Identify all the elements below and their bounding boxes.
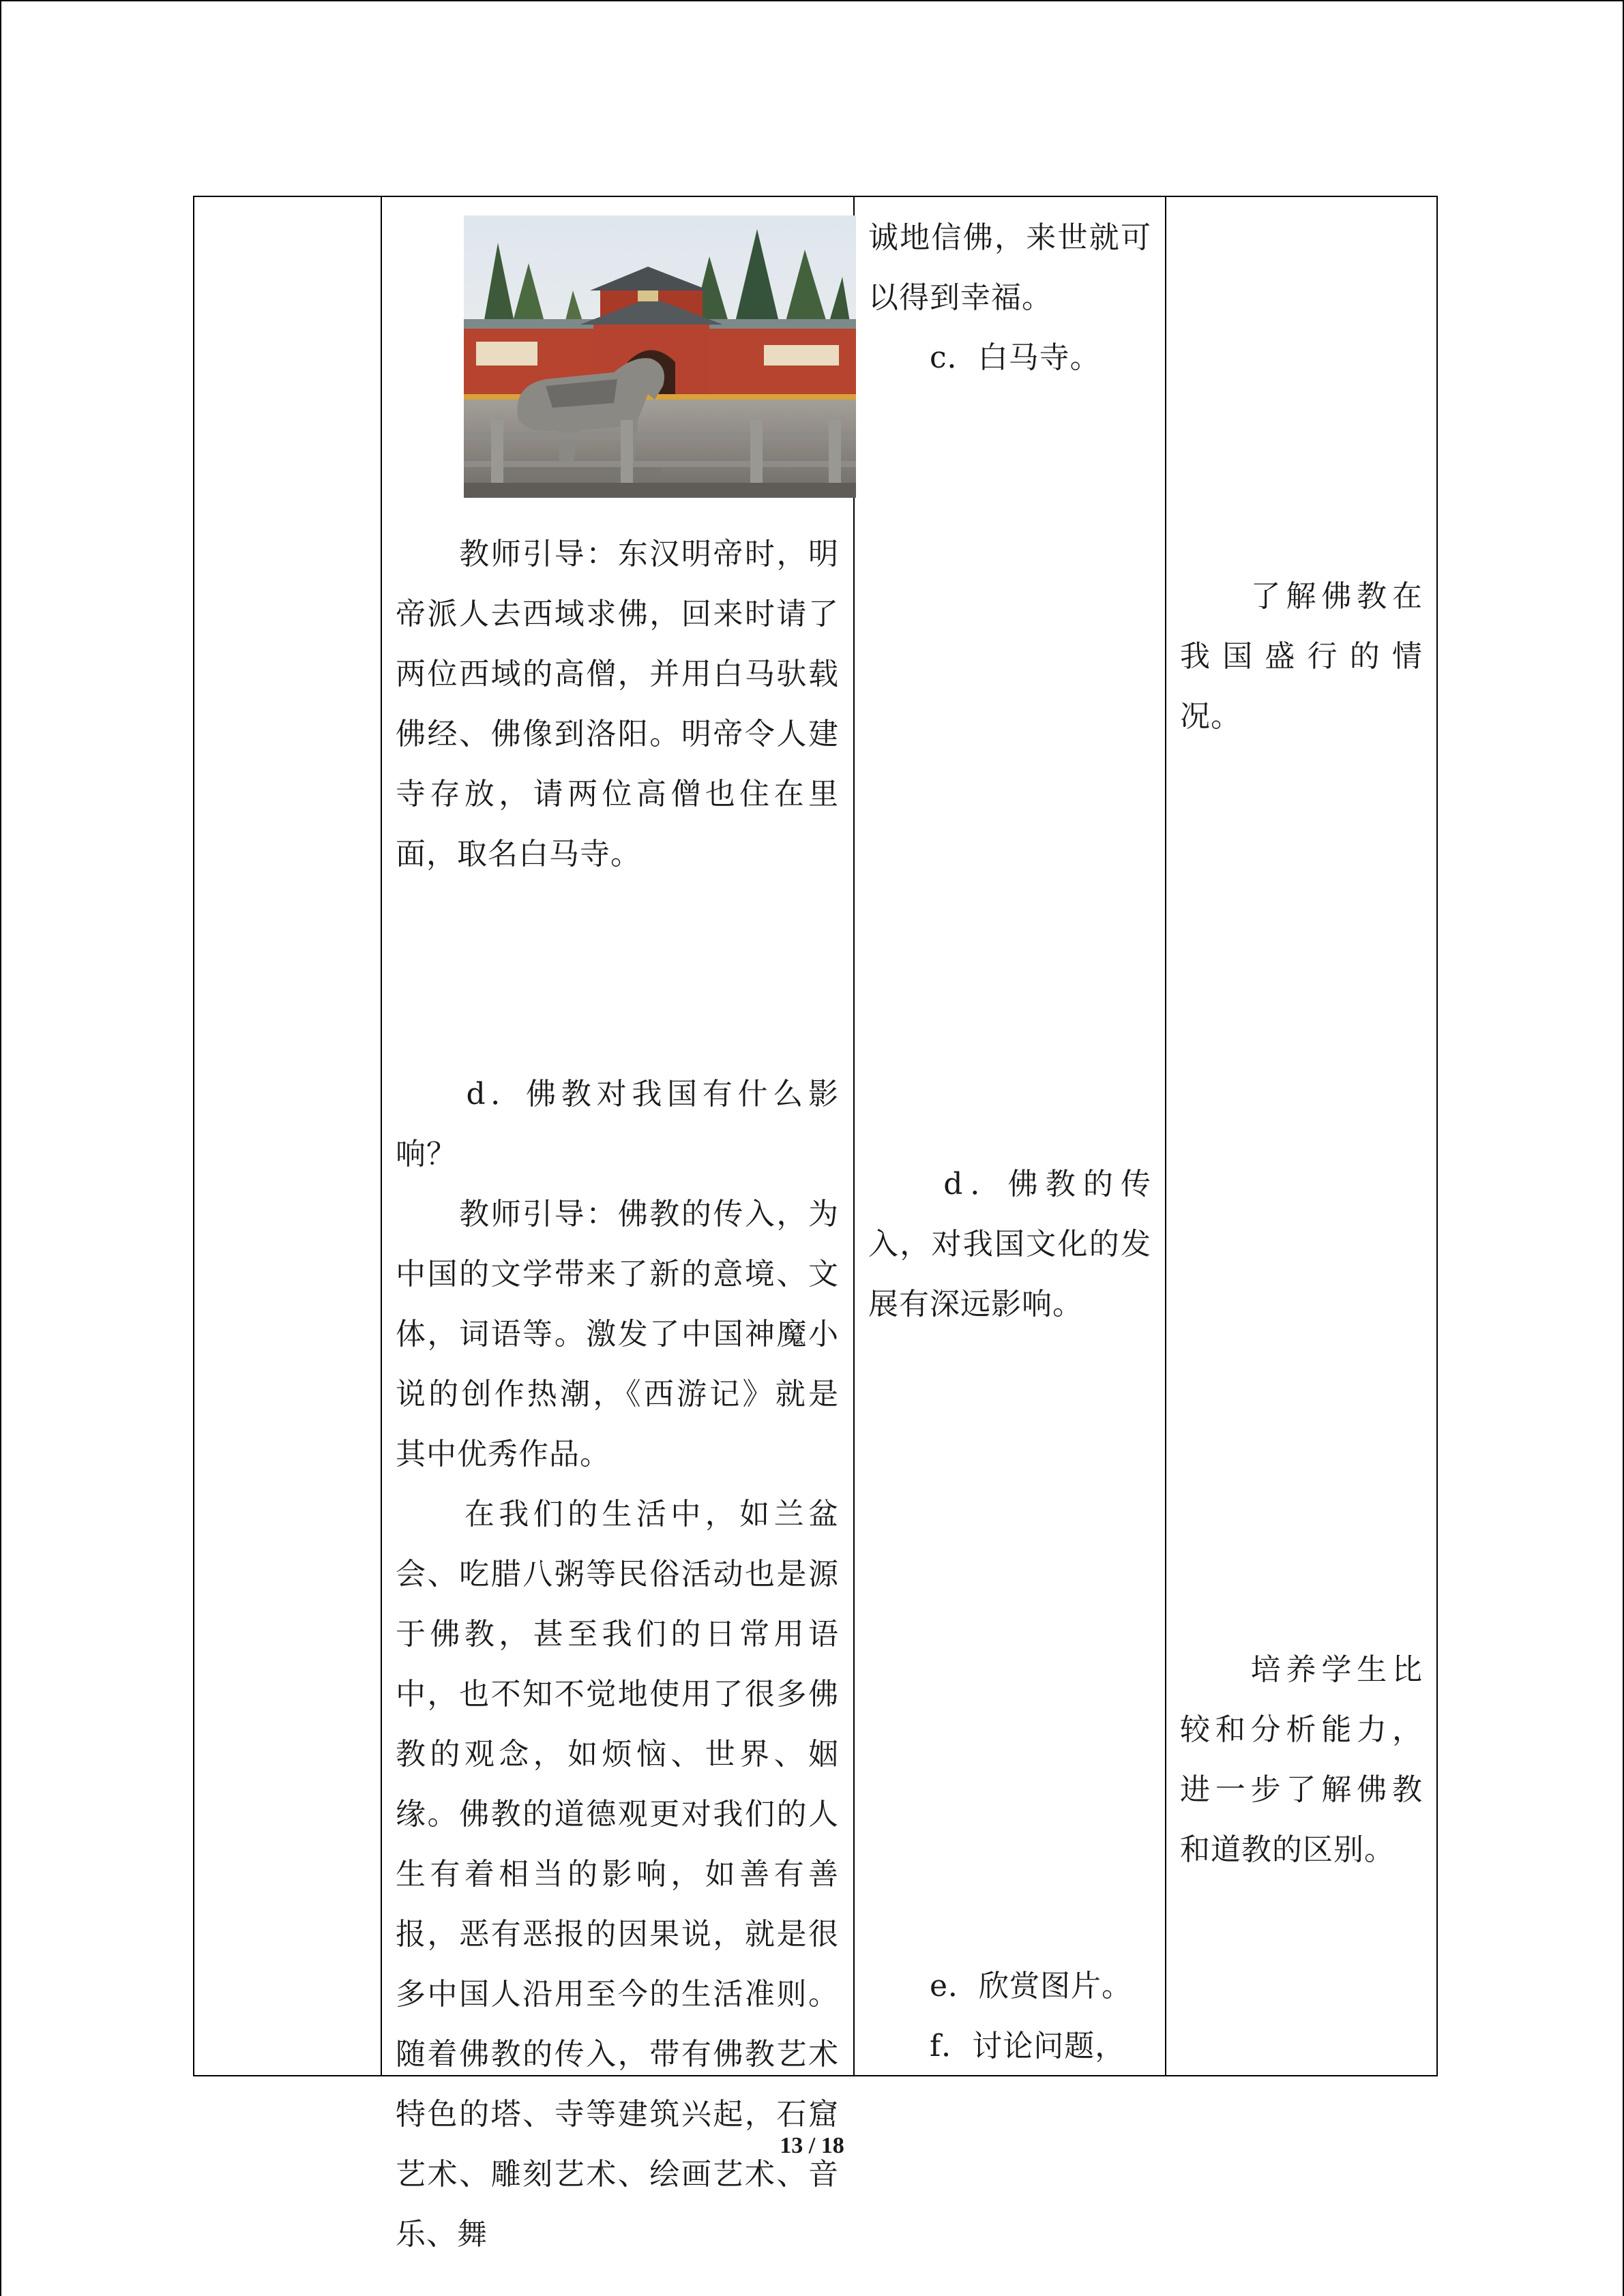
- paragraph-question-d: d．佛教对我国有什么影响？: [396, 1077, 839, 1172]
- paragraph-believe-buddha: 诚地信佛，来世就可以得到幸福。: [868, 220, 1151, 315]
- table-cell-student-activity: [854, 196, 1166, 2076]
- page-border-top: [0, 0, 1624, 1]
- page-number: 13 / 18: [780, 2133, 844, 2158]
- table-cell-design-intent: [1166, 196, 1437, 2076]
- paragraph-intent-understand: 了解佛教在我国盛行的情况。: [1180, 579, 1423, 734]
- paragraph-teacher-guide-influence: 教师引导：佛教的传入，为中国的文学带来了新的意境、文体，词语等。激发了中国神魔小说的创作热潮，《西游记》就是其中优秀作品。: [396, 1197, 839, 1472]
- paragraph-answer-d: d．佛教的传入，对我国文化的发展有深远影响。: [868, 1167, 1151, 1322]
- paragraph-teacher-guide-white-horse: 教师引导：东汉明帝时，明帝派人去西域求佛，回来时请了两位西域的高僧，并用白马驮载佛经、佛像到洛阳。明帝令人建寺存放，请两位高僧也住在里面，取名白马寺。: [396, 537, 839, 871]
- paragraph-answer-e: e．欣赏图片。: [868, 1969, 1133, 2003]
- paragraph-answer-f: f．讨论问题，: [868, 2029, 1126, 2063]
- paragraph-daily-life-influence: 在我们的生活中，如兰盆会、吃腊八粥等民俗活动也是源于佛教，甚至我们的日常用语中，也不知不觉地使用了很多佛教的观念，如烦恼、世界、姻缘。佛教的道德观更对我们的人生有着相当的影响，如善有善报，恶有恶报的因果说，就是很多中国人沿用至今的生活准则。随着佛教的传入，带有佛教艺术特色的塔、寺等建筑兴起，石窟艺术、雕刻艺术、绘画艺术、音乐、舞: [396, 1497, 839, 2252]
- paragraph-answer-c: c．白马寺。: [868, 340, 1101, 375]
- paragraph-intent-compare: 培养学生比较和分析能力，进一步了解佛教和道教的区别。: [1180, 1652, 1423, 1867]
- white-horse-temple-photo: [464, 215, 856, 498]
- page-border-left: [0, 0, 1, 2296]
- table-cell-stage: [194, 196, 381, 2076]
